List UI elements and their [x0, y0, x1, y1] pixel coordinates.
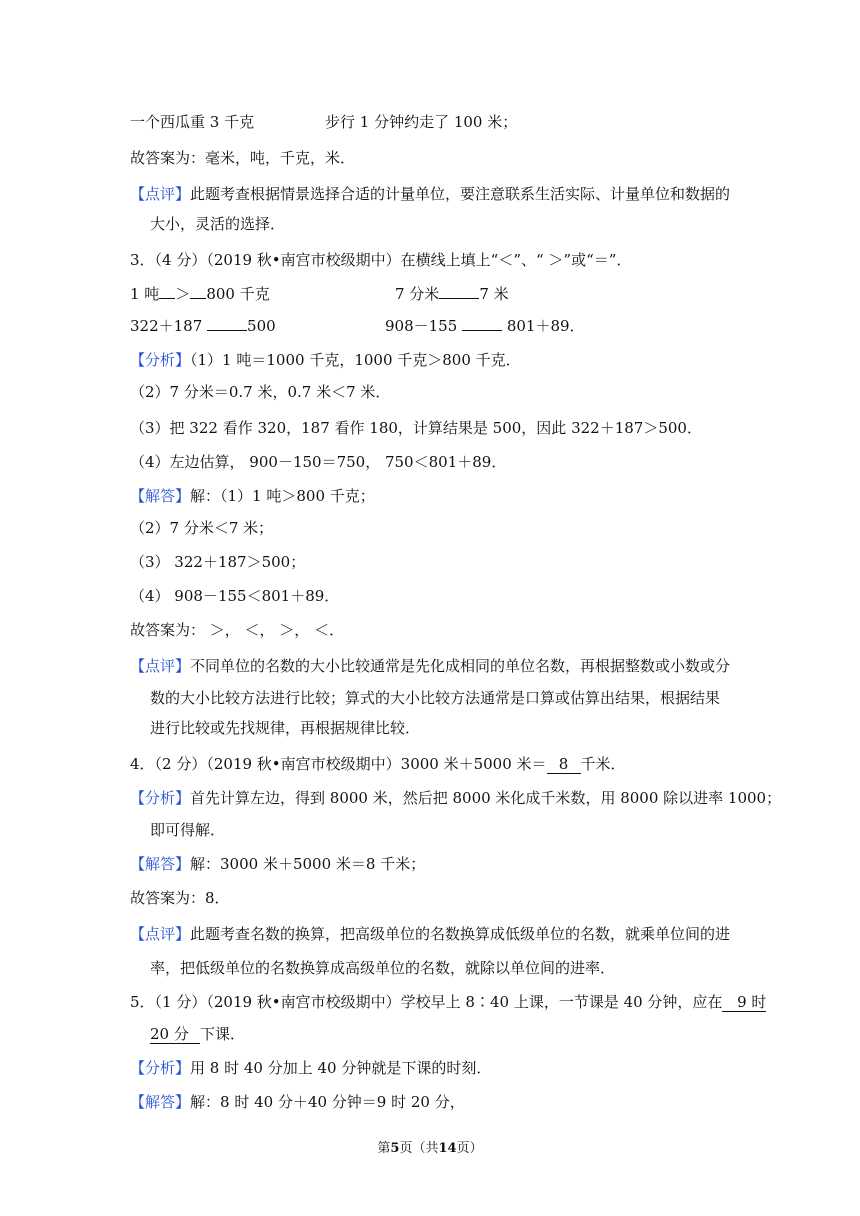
- watermelon-text: 一个西瓜重 3 千克: [130, 113, 255, 131]
- comment-line-2b: 大小，灵活的选择．: [150, 215, 286, 233]
- comment-line-2: 【点评】此题考查根据情景选择合适的计量单位，要注意联系生活实际、计量单位和数据的: [130, 185, 731, 203]
- q3-row-1: 1 吨 ＞ 800 千克 7 分米 7 米: [130, 285, 509, 303]
- blank: [439, 298, 479, 299]
- q3-final-answer: 故答案为： ＞， ＜， ＞， ＜．: [130, 621, 345, 639]
- answer-line-2: 故答案为：毫米，吨，千克，米．: [130, 149, 356, 167]
- q3-analysis-1: 【分析】（1）1 吨＝1000 千克，1000 千克＞800 千克．: [130, 351, 521, 369]
- answer-blank: 9 时: [722, 994, 766, 1012]
- walk-text: 步行 1 分钟约走了 100 米；: [325, 113, 518, 131]
- q5-solution: 【解答】解：8 时 40 分＋40 分钟＝9 时 20 分，: [130, 1093, 465, 1111]
- q3-solution-4: （4） 908－155＜801＋89．: [130, 587, 340, 605]
- question-3: 3．（4 分）（2019 秋•南宫市校级期中）在横线上填上“＜”、“ ＞”或“＝”．: [130, 251, 632, 269]
- q3-comment-1: 【点评】不同单位的名数的大小比较通常是先化成相同的单位名数，再根据整数或小数或分: [130, 657, 731, 675]
- question-5-cont: 20 分 下课．: [150, 1025, 246, 1043]
- q3-analysis-4: （4）左边估算， 900－150＝750， 750＜801＋89．: [130, 453, 507, 471]
- filled-symbol: ＞: [175, 285, 191, 303]
- blank: [159, 298, 175, 299]
- page-total: 14: [438, 1141, 457, 1156]
- blank: [190, 298, 206, 299]
- page-footer: 第5页（共14页）: [377, 1141, 483, 1156]
- q3-comment-2: 数的大小比较方法进行比较；算式的大小比较方法通常是口算或估算出结果，根据结果: [150, 689, 721, 707]
- q4-comment-2: 率，把低级单位的名数换算成高级单位的名数，就除以单位间的进率．: [150, 959, 616, 977]
- blank: [207, 330, 247, 331]
- q3-solution-1: 【解答】解：（1）1 吨＞800 千克；: [130, 487, 375, 505]
- q3-item-4: 908－155 801＋89．: [385, 317, 585, 335]
- answer-blank: 20 分: [150, 1026, 200, 1044]
- answer-blank: 8: [547, 756, 581, 774]
- q3-solution-3: （3） 322＋187＞500；: [130, 553, 306, 571]
- q3-analysis-2: （2）7 分米＝0.7 米，0.7 米＜7 米．: [130, 383, 391, 401]
- q5-analysis: 【分析】用 8 时 40 分加上 40 分钟就是下课的时刻．: [130, 1059, 492, 1077]
- q3-comment-3: 进行比较或先找规律，再根据规律比较．: [150, 719, 421, 737]
- q4-comment-1: 【点评】此题考查名数的换算，把高级单位的名数换算成低级单位的名数，就乘单位间的进: [130, 925, 731, 943]
- q3-analysis-3: （3）把 322 看作 320，187 看作 180，计算结果是 500，因此 322＋187＞500．: [130, 419, 702, 437]
- page-number: 5: [390, 1141, 400, 1156]
- q4-final-answer: 故答案为：8．: [130, 889, 230, 907]
- q4-solution: 【解答】解：3000 米＋5000 米＝8 千米；: [130, 855, 426, 873]
- q3-solution-2: （2）7 分米＜7 米；: [130, 519, 274, 537]
- q4-analysis-2: 即可得解．: [150, 821, 226, 839]
- q3-row-2: 322＋187 500 908－155 801＋89．: [130, 317, 585, 335]
- blank: [462, 330, 502, 331]
- comment-tag: 【点评】: [130, 185, 191, 203]
- q4-analysis-1: 【分析】首先计算左边，得到 8000 米，然后把 8000 米化成千米数，用 8000 除以进率 1000；: [130, 789, 782, 807]
- q3-item-2: 7 分米 7 米: [395, 285, 509, 303]
- line-watermelon: [130, 112, 518, 132]
- question-4: 4．（2 分）（2019 秋•南宫市校级期中）3000 米＋5000 米＝ 8 千米．: [130, 755, 626, 773]
- question-5: 5．（1 分）（2019 秋•南宫市校级期中）学校早上 8∶40 上课，一节课是 40 分钟，应在 9 时: [130, 993, 767, 1011]
